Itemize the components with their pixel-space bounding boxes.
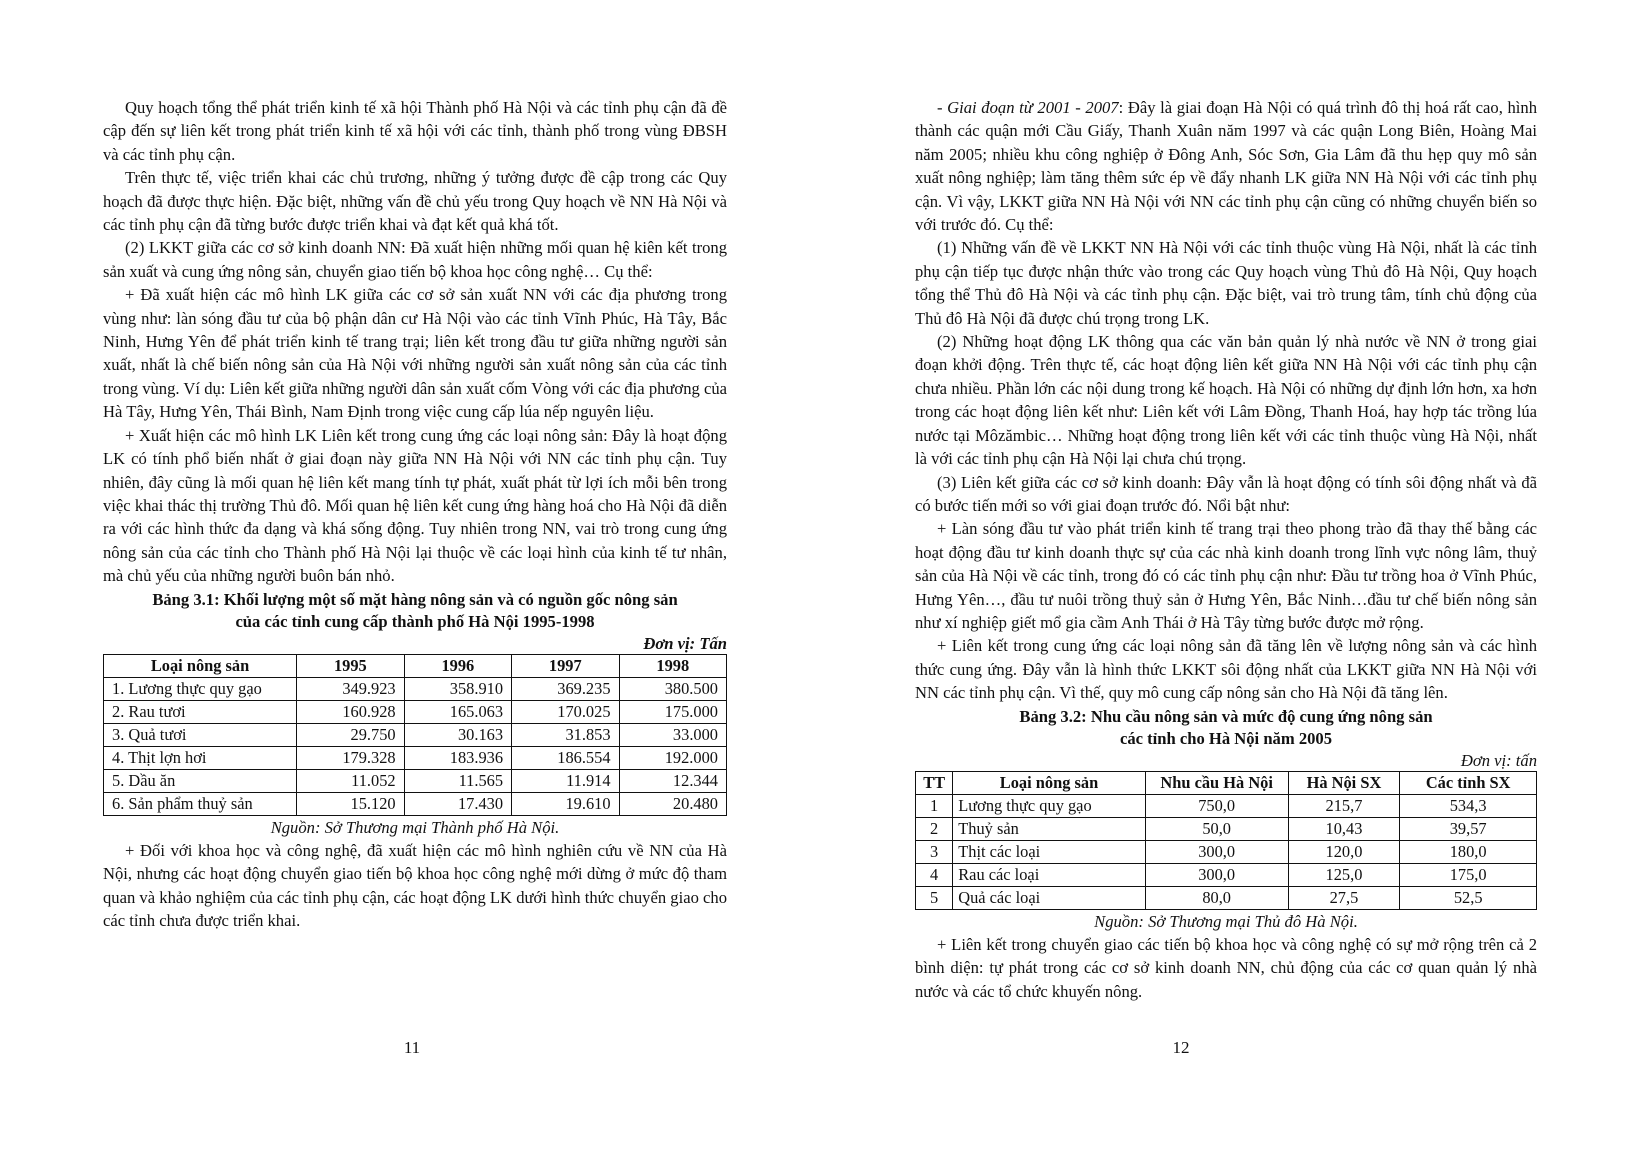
table-unit: Đơn vị: Tấn	[643, 633, 727, 653]
caption-line: Bảng 3.2: Nhu cầu nông sản và mức độ cung ứng nông sản	[1019, 706, 1433, 726]
cell-value: 300,0	[1145, 863, 1288, 886]
paragraph	[915, 96, 1537, 236]
cell-value: 183.936	[404, 746, 511, 769]
cell-value: 215,7	[1288, 794, 1400, 817]
table-row	[104, 677, 727, 700]
page-number: 12	[1172, 1038, 1190, 1057]
cell-value: 11.565	[404, 769, 511, 792]
cell-value: 180,0	[1400, 840, 1537, 863]
cell-value: 39,57	[1400, 817, 1537, 840]
table-header-row	[104, 654, 727, 677]
table-row	[104, 769, 727, 792]
cell-value: 125,0	[1288, 863, 1400, 886]
cell-value: 11.914	[512, 769, 619, 792]
paragraph: Trên thực tế, việc triển khai các chủ trương, những ý tưởng được đề cập trong các Quy hoạch đã được thực hiện. Đặc biệt, những vấn đề chủ yếu trong Quy hoạch về NN Hà Nội và các tỉnh phụ cận đã từng bước được triển khai và đạt kết quả khá tốt.	[103, 168, 727, 235]
cell-index: 4	[916, 863, 953, 886]
table-header-row	[916, 771, 1537, 794]
cell-name: Thịt các loại	[953, 840, 1146, 863]
cell-value: 358.910	[404, 677, 511, 700]
column-header: 1996	[404, 654, 511, 677]
table-3-1-caption	[103, 589, 727, 633]
cell-value: 19.610	[512, 792, 619, 815]
table-3-1	[103, 654, 727, 816]
table-row	[104, 746, 727, 769]
cell-value: 12.344	[619, 769, 726, 792]
cell-value: 120,0	[1288, 840, 1400, 863]
paragraph: + Liên kết trong cung ứng các loại nông sản đã tăng lên về lượng nông sản và các hình thức cung ứng. Đây vẫn là hình thức LKKT sôi động nhất của LKKT giữa NN Hà Nội với NN các tỉnh phụ cận. Vì thế, quy mô cung cấp nông sản cho Hà Nội đã tăng lên.	[915, 636, 1537, 703]
table-row	[916, 863, 1537, 886]
cell-value: 11.052	[297, 769, 404, 792]
cell-value: 20.480	[619, 792, 726, 815]
cell-value: 349.923	[297, 677, 404, 700]
caption-line: các tỉnh cho Hà Nội năm 2005	[1119, 728, 1333, 748]
table-row	[916, 840, 1537, 863]
column-header: TT	[916, 771, 953, 794]
cell-value: 17.430	[404, 792, 511, 815]
caption-line: của các tỉnh cung cấp thành phố Hà Nội 1995-1998	[235, 611, 595, 631]
cell-name: 4. Thịt lợn hơi	[104, 746, 297, 769]
caption-line: Bảng 3.1: Khối lượng một số mặt hàng nông sản và có nguồn gốc nông sản	[152, 589, 678, 609]
page-number: 11	[403, 1038, 421, 1057]
right-text-column	[915, 96, 1537, 1003]
cell-name: 2. Rau tươi	[104, 700, 297, 723]
cell-value: 186.554	[512, 746, 619, 769]
table-row	[916, 794, 1537, 817]
column-header: 1995	[297, 654, 404, 677]
cell-value: 10,43	[1288, 817, 1400, 840]
paragraph: + Đối với khoa học và công nghệ, đã xuất hiện các mô hình nghiên cứu về NN của Hà Nội, nhưng các hoạt động chuyển giao tiến bộ khoa học công nghệ mới dừng ở mức độ tham quan và khảo nghiệm của các tỉnh phụ cận, các hoạt động LK dưới hình thức chuyển giao cho các tỉnh chưa được triển khai.	[103, 840, 727, 931]
cell-name: 1. Lương thực quy gạo	[104, 677, 297, 700]
right-page	[818, 0, 1637, 1157]
cell-value: 179.328	[297, 746, 404, 769]
left-text-column	[103, 96, 727, 933]
paragraph: (3) Liên kết giữa các cơ sở kinh doanh: Đây vẫn là hoạt động có tính sôi động nhất và đã có bước tiến mới so với giai đoạn trước đó. Nổi bật như:	[915, 472, 1537, 515]
cell-index: 5	[916, 886, 953, 909]
cell-value: 170.025	[512, 700, 619, 723]
cell-index: 2	[916, 817, 953, 840]
table-row	[916, 817, 1537, 840]
left-page	[0, 0, 818, 1157]
cell-value: 175.000	[619, 700, 726, 723]
cell-name: Lương thực quy gạo	[953, 794, 1146, 817]
cell-value: 300,0	[1145, 840, 1288, 863]
paragraph: + Xuất hiện các mô hình LK Liên kết trong cung ứng các loại nông sản: Đây là hoạt động LK có tính phổ biến nhất ở giai đoạn này giữa NN Hà Nội với NN các tỉnh phụ cận. Tuy nhiên, đây cũng là mối quan hệ liên kết mang tính tự phát, xuất phát từ lợi ích mỗi bên trong việc khai thác thị trường Thủ đô. Mối quan hệ liên kết cung ứng hàng hoá cho Hà Nội đã diễn ra với các hình thức đa dạng và khá sống động. Tuy nhiên trong NN, vai trò trong cung ứng nông sản của các tỉnh cho Thành phố Hà Nội lại thuộc về các loại hình của kinh tế tư nhân, mà chủ yếu của những người buôn bán nhỏ.	[103, 425, 727, 586]
cell-name: Rau các loại	[953, 863, 1146, 886]
paragraph: (1) Những vấn đề về LKKT NN Hà Nội với các tỉnh thuộc vùng Hà Nội, nhất là các tỉnh phụ cận tiếp tục được nhận thức vào trong các Quy hoạch vùng Thủ đô Hà Nội, Quy hoạch tổng thể Thủ đô Hà Nội và các tỉnh phụ cận. Đặc biệt, vai trò trung tâm, tính chủ động của Thủ đô Hà Nội đã được chú trọng trong LK.	[915, 238, 1537, 328]
cell-value: 192.000	[619, 746, 726, 769]
cell-value: 534,3	[1400, 794, 1537, 817]
paragraph: (2) Những hoạt động LK thông qua các văn bản quản lý nhà nước về NN ở trong giai đoạn khởi động. Trên thực tế, các hoạt động liên kết giữa NN Hà Nội với các tỉnh phụ cận chưa nhiều. Phần lớn các nội dung trong kế hoạch. Hà Nội có những dự định lớn hơn, xa hơn trong các hoạt động liên kết như: Liên kết với Lâm Đồng, Thanh Hoá, hay hợp tác trồng lúa nước tại Môzămbic… Những hoạt động trong liên kết với các tỉnh thuộc vùng Hà Nội, nhất là với các tỉnh phụ cận Hà Nội lại chưa chú trọng.	[915, 332, 1537, 469]
table-row	[916, 886, 1537, 909]
cell-value: 160.928	[297, 700, 404, 723]
cell-value: 50,0	[1145, 817, 1288, 840]
cell-name: 5. Dầu ăn	[104, 769, 297, 792]
column-header: Nhu cầu Hà Nội	[1145, 771, 1288, 794]
cell-value: 52,5	[1400, 886, 1537, 909]
cell-value: 31.853	[512, 723, 619, 746]
cell-value: 165.063	[404, 700, 511, 723]
cell-value: 380.500	[619, 677, 726, 700]
paragraph: + Liên kết trong chuyển giao các tiến bộ khoa học và công nghệ có sự mở rộng trên cả 2 bình diện: tự phát trong các cơ sở kinh doanh NN, chủ động của các cơ quan quản lý nhà nước và các tổ chức khuyến nông.	[915, 934, 1537, 1001]
paragraph: + Đã xuất hiện các mô hình LK giữa các cơ sở sản xuất NN với các địa phương trong vùng như: làn sóng đầu tư của bộ phận dân cư Hà Nội vào các tỉnh Vĩnh Phúc, Hà Tây, Bắc Ninh, Hưng Yên để phát triển kinh tế trang trại; liên kết trong đầu tư giữa những người sản xuất, nhất là chế biến nông sản của Hà Nội với những người sản xuất nông sản của các tỉnh trong vùng. Ví dụ: Liên kết giữa những người dân sản xuất cốm Vòng với các địa phương của Hà Tây, Hưng Yên, Thái Bình, Nam Định trong việc cung cấp lúa nếp nguyên liệu.	[103, 285, 727, 422]
cell-value: 27,5	[1288, 886, 1400, 909]
cell-value: 15.120	[297, 792, 404, 815]
cell-index: 3	[916, 840, 953, 863]
cell-value: 80,0	[1145, 886, 1288, 909]
paragraph: (2) LKKT giữa các cơ sở kinh doanh NN: Đã xuất hiện những mối quan hệ kiên kết trong sản xuất và cung ứng nông sản, chuyển giao tiến bộ khoa học công nghệ… Cụ thể:	[103, 238, 727, 281]
period-text: : Đây là giai đoạn Hà Nội có quá trình đô thị hoá rất cao, hình thành các quận mới Cầu Giấy, Thanh Xuân năm 1997 và các quận Long Biên, Hoàng Mai năm 2005; nhiều khu công nghiệp ở Đông Anh, Sóc Sơn, Gia Lâm đã thu hẹp quy mô sản xuất nông nghiệp; làm tăng thêm sức ép về đẩy nhanh LK giữa NN Hà Nội với các tỉnh phụ cận. Vì vậy, LKKT giữa NN Hà Nội với NN các tỉnh phụ cận cũng có những chuyển biến so với trước đó. Cụ thể:	[915, 98, 1537, 235]
table-row	[104, 700, 727, 723]
column-header: 1998	[619, 654, 726, 677]
cell-value: 33.000	[619, 723, 726, 746]
column-header: Loại nông sản	[953, 771, 1146, 794]
period-heading: - Giai đoạn từ 2001 - 2007	[937, 98, 1119, 117]
cell-index: 1	[916, 794, 953, 817]
cell-name: 3. Quả tươi	[104, 723, 297, 746]
paragraph: Quy hoạch tổng thể phát triển kinh tế xã hội Thành phố Hà Nội và các tỉnh phụ cận đã đề cập đến sự liên kết trong phát triển kinh tế xã hội với các tỉnh, thành phố trong vùng ĐBSH và các tỉnh phụ cận.	[103, 98, 727, 164]
cell-value: 175,0	[1400, 863, 1537, 886]
table-3-2	[915, 771, 1537, 910]
paragraph: + Làn sóng đầu tư vào phát triển kinh tế trang trại theo phong trào đã thay thế bằng các hoạt động đầu tư kinh doanh thực sự của các nhà kinh doanh trong lĩnh vực nông lâm, thuỷ sản của Hà Nội về các tỉnh, trong đó có các tỉnh phụ cận như: Đầu tư trồng hoa ở Vĩnh Phúc, Hưng Yên…, đầu tư nuôi trồng thuỷ sản ở Hưng Yên, Bắc Ninh…đầu tư chế biến nông sản như xí nghiệp giết mổ gia cầm Anh Thái ở Hà Tây từng bước được mở rộng.	[915, 519, 1537, 632]
column-header: 1997	[512, 654, 619, 677]
table-3-2-caption	[915, 706, 1537, 750]
cell-name: 6. Sản phẩm thuỷ sản	[104, 792, 297, 815]
cell-value: 369.235	[512, 677, 619, 700]
table-source: Nguồn: Sở Thương mại Thành phố Hà Nội.	[270, 817, 560, 837]
cell-value: 30.163	[404, 723, 511, 746]
table-source: Nguồn: Sở Thương mại Thủ đô Hà Nội.	[1094, 911, 1358, 931]
cell-name: Thuỷ sản	[953, 817, 1146, 840]
column-header: Các tỉnh SX	[1400, 771, 1537, 794]
table-row	[104, 792, 727, 815]
table-unit: Đơn vị: tấn	[1460, 750, 1537, 770]
column-header: Hà Nội SX	[1288, 771, 1400, 794]
cell-value: 750,0	[1145, 794, 1288, 817]
column-header: Loại nông sản	[104, 654, 297, 677]
cell-value: 29.750	[297, 723, 404, 746]
cell-name: Quả các loại	[953, 886, 1146, 909]
table-row	[104, 723, 727, 746]
